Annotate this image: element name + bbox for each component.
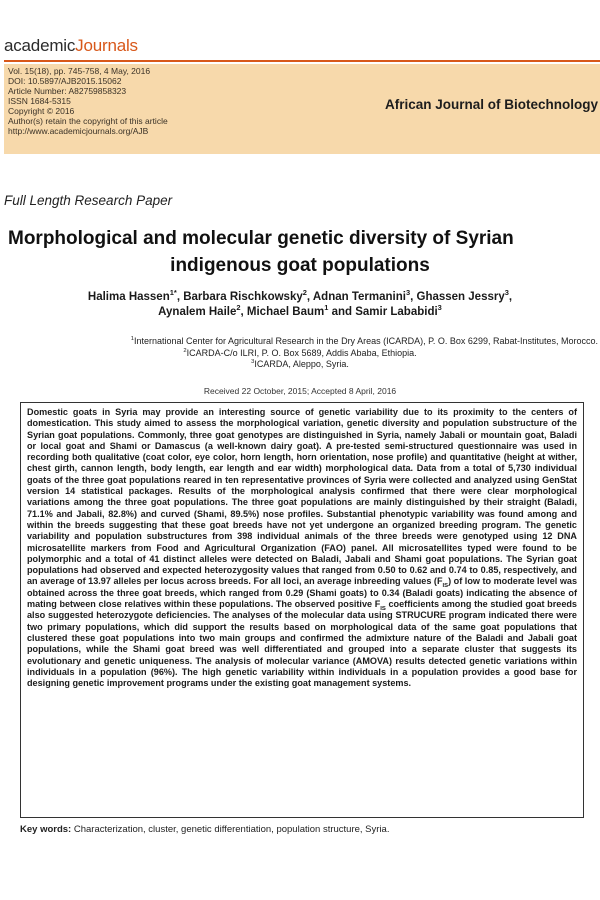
author-separator: , [306,291,313,303]
author-list [0,290,600,320]
affiliation-text: ICARDA-C/o ILRI, P. O. Box 5689, Addis Ababa, Ethiopia. [186,347,417,358]
author-name: Barbara Rischkowsky [183,291,303,303]
paper-title [0,225,600,279]
affiliation-num: 3 [251,359,255,365]
received-accepted-dates: Received 22 October, 2015; Accepted 8 April, 2016 [203,386,397,396]
affiliation-num: 1 [130,336,134,342]
title-line-2: indigenous goat populations [170,255,430,276]
author-line-1 [0,290,600,305]
author-affil-num: 2 [302,288,307,298]
logo-text-journals: Journals [75,36,138,55]
abstract-box [20,402,584,818]
meta-volume: Vol. 15(18), pp. 745-758, 4 May, 2016 [8,66,151,76]
abstract-subscript: IS [380,605,386,612]
affiliation-text: International Center for Agricultural Research in the Dry Areas (ICARDA), P. O. Box 6299, Rabat-Institutes, Morocco. [133,336,598,346]
abstract-text [27,407,577,689]
meta-url[interactable]: http://www.academicjournals.org/AJB [8,126,149,136]
keywords-text: Characterization, cluster, genetic differentiation, population structure, Syria. [71,824,390,835]
abstract-subscript: IS [442,583,449,590]
author-separator: , [176,291,184,303]
author-name: Samir Lababidi [355,306,438,318]
author-separator: and [328,306,356,318]
meta-rights: Author(s) retain the copyright of this article [8,116,168,126]
author-separator: , [410,291,417,303]
title-line-1: Morphological and molecular genetic diversity of Syrian [8,228,514,249]
author-separator: , [508,291,513,303]
author-name: Halima Hassen [87,291,170,303]
author-name: Adnan Termanini [312,291,406,303]
keywords-label: Key words: [20,824,72,835]
author-line-2 [0,305,600,320]
paper-type: Full Length Research Paper [4,193,173,208]
author-separator: , [240,306,247,318]
author-affil-num: 3 [437,303,442,313]
author-affil-num: 1 [169,288,174,298]
journal-name: African Journal of Biotechnology [384,97,598,112]
meta-doi: DOI: 10.5897/AJB2015.15062 [8,76,122,86]
meta-issn: ISSN 1684-5315 [8,96,71,106]
author-affil-num: 1 [324,303,329,313]
author-name: Ghassen Jessry [416,291,505,303]
corresponding-star: * [173,288,177,298]
abstract-part-1: Domestic goats in Syria may provide an interesting source of genetic variability due to its proximity to the centers of domestication. This study aimed to assess the morphological variation, genetic diversity and population substructure of the Syrian goat populations. Commonly, three goat genotypes are distinguished in Syria, namely Jabali or mountain goat, Baladi or local goat and Shami or Damascus (a well-known dairy goat). A pre-tested semi-structured questionnaire was used in recording both qualitative (coat color, eye color, horn length, horn orientation, nose profile) and quantitative (height at wither, chest girth, cannon length, body length, ear length and ear width) morphological data. Data from a total of 5,730 individual goats of the three goat populations reared in ten representative provinces of Syria were collected and analyzed using GenStat version 14 statistical packages. Results of the morphological analysis confirmed that there were clear morphological variations among the three goat populations. The three goat populations are mainly distinguished by their straight (Baladi, 71.1% and Jabali, 82.8%) and curved (Shami, 89.5%) nose profiles. Substantial phenotypic variability was found among and within the breeds suggesting that these goat breeds have not yet undergone an organized breeding program. The genetic variability and population substructures from 398 individual animals of the three breeds were genotyped using 12 DNA microsatellite markers from Food and Agricultural Organization (FAO) panel. All microsatellites typed were found to be polymorphic and a total of 41 distinct alleles were detected on Baladi, Jabali and Shami goat populations. The Syrian goat populations had observed and expected heterozygosity values that ranged from 0.50 to 0.62 and 0.74 to 0.85, respectively, and an average of 13.97 alleles per locus across breeds. For all loci, an average inbreeding values (F [27,407,577,587]
author-affil-num: 3 [504,288,509,298]
logo-text-academic: academic [4,36,76,55]
meta-article-number: Article Number: A82759858323 [8,86,127,96]
author-name: Aynalem Haile [158,306,237,318]
author-affil-num: 3 [405,288,411,298]
header-rule [4,60,600,62]
author-affil-num: 2 [236,303,241,313]
author-name: Michael Baum [246,306,325,318]
affiliation-list [0,336,600,371]
affiliation-text: ICARDA, Aleppo, Syria. [254,359,349,369]
publisher-logo [4,36,138,56]
meta-copyright: Copyright © 2016 [8,106,75,116]
affiliation-num: 2 [183,347,187,354]
affiliation-2 [0,348,600,360]
abstract-part-2: ) of low to moderate level was obtained across the three goat breeds, which ranged from 0.29 (Shami goats) to 0.34 (Baladi goats) indicating the absence of mating between close relatives within these populations. The observed positive F [27,576,578,610]
abstract-part-3: coefficients among the studied goat breeds also suggested heterozygote deficiencies. The analyses of the molecular data using STRUCURE program indicated there were two primary populations, which did support the results based on morphological data of the same goat populations that clustered these goat populations into two main groups and confirmed the admixture nature of the Baladi and Jabali goat populations, while the Shami goat breed was well differentiated and grouped into a separate cluster that suggests its evolutionary and genetic uniqueness. The analysis of molecular variance (AMOVA) results detected genetic variations within individuals in a population (96%). The high genetic variability within individuals in a population provides a good base for designing genetic improvement programs under the existing goat management systems. [27,599,577,689]
affiliation-3 [0,359,600,371]
keywords [20,824,590,835]
article-metadata-box [4,64,600,154]
metadata-list [8,66,168,136]
affiliation-1 [0,336,600,348]
